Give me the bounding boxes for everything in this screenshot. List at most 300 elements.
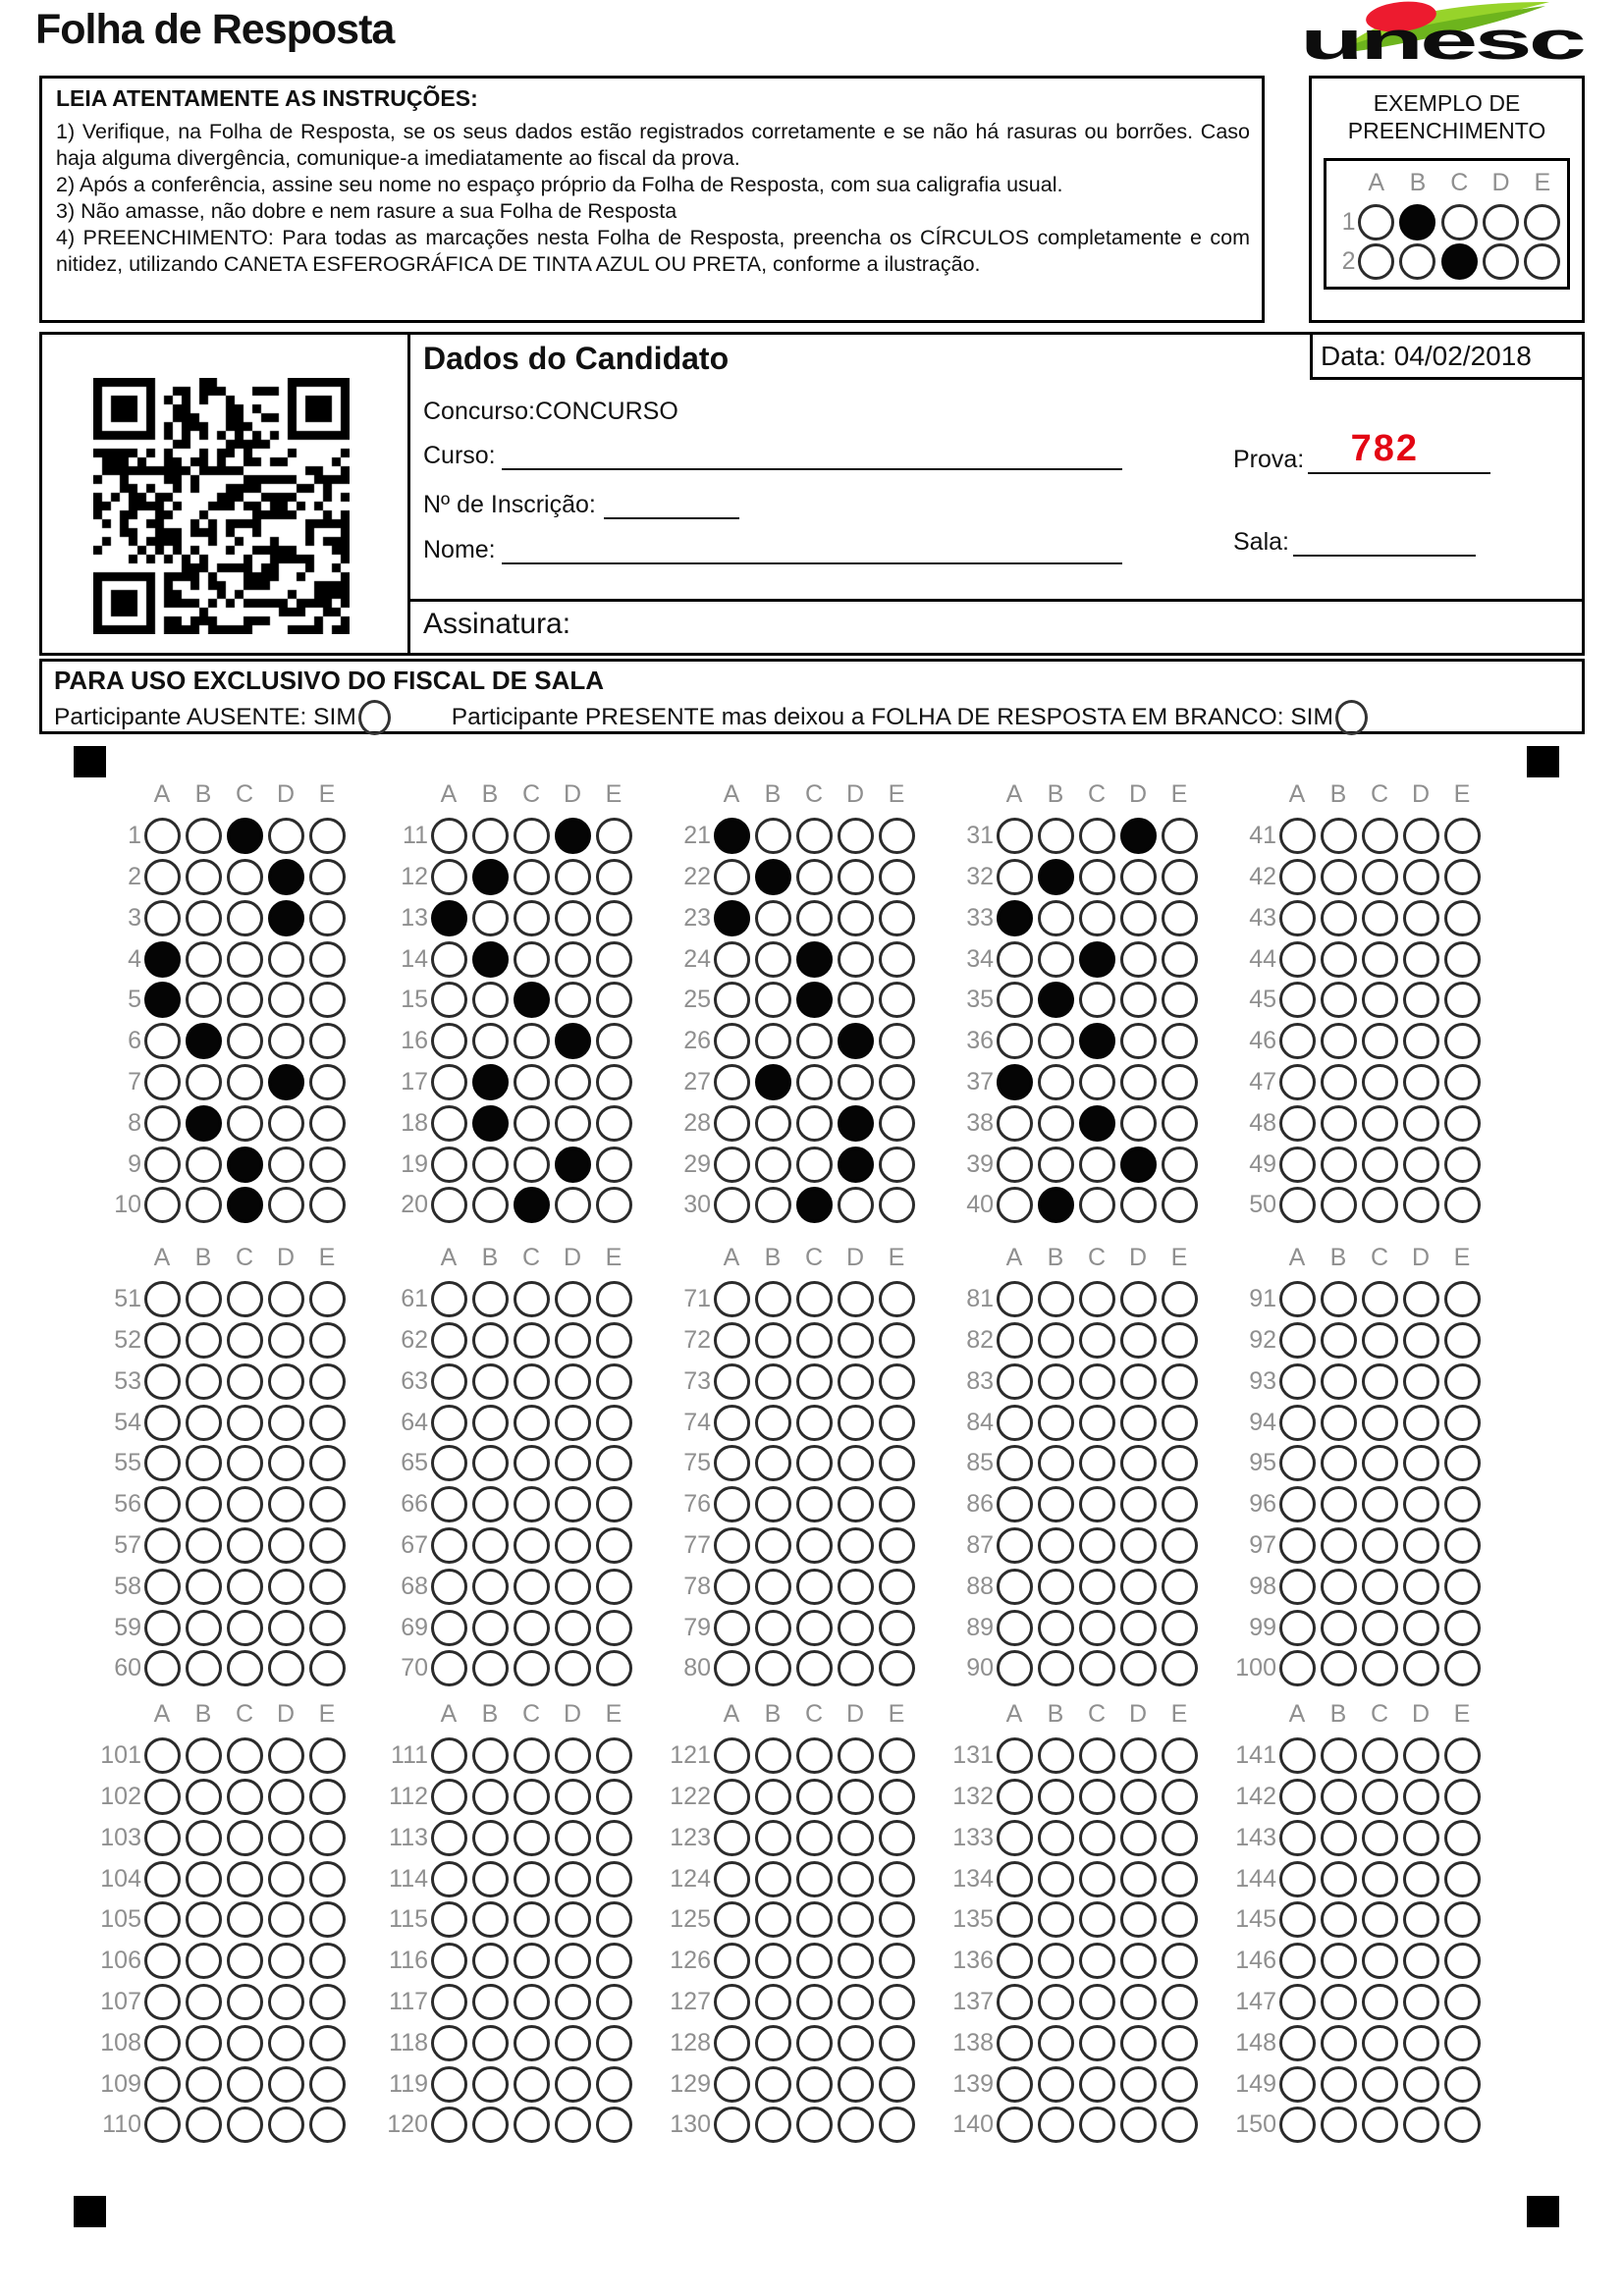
bubble-q18-C[interactable]	[514, 1105, 550, 1142]
bubble-q141-B[interactable]	[1321, 1737, 1357, 1774]
bubble-q63-A[interactable]	[431, 1363, 467, 1400]
bubble-q82-E[interactable]	[1162, 1322, 1198, 1359]
bubble-q51-E[interactable]	[309, 1281, 346, 1317]
bubble-q11-E[interactable]	[596, 818, 632, 854]
bubble-q138-C[interactable]	[1079, 2025, 1115, 2061]
bubble-q133-C[interactable]	[1079, 1820, 1115, 1856]
bubble-q91-E[interactable]	[1444, 1281, 1481, 1317]
bubble-q75-A[interactable]	[714, 1445, 750, 1481]
bubble-q122-A[interactable]	[714, 1779, 750, 1815]
bubble-q112-A[interactable]	[431, 1779, 467, 1815]
bubble-q46-B[interactable]	[1321, 1023, 1357, 1059]
bubble-q4-E[interactable]	[309, 941, 346, 978]
bubble-q78-B[interactable]	[755, 1569, 791, 1605]
bubble-q45-B[interactable]	[1321, 982, 1357, 1018]
bubble-q27-A[interactable]	[714, 1064, 750, 1100]
bubble-q105-C[interactable]	[227, 1901, 263, 1938]
bubble-q124-D[interactable]	[838, 1861, 874, 1897]
bubble-q62-E[interactable]	[596, 1322, 632, 1359]
bubble-q38-B[interactable]	[1038, 1105, 1074, 1142]
bubble-q80-B[interactable]	[755, 1650, 791, 1686]
bubble-q14-E[interactable]	[596, 941, 632, 978]
bubble-q32-B[interactable]	[1038, 859, 1074, 895]
bubble-q78-D[interactable]	[838, 1569, 874, 1605]
bubble-q68-A[interactable]	[431, 1569, 467, 1605]
bubble-q14-D[interactable]	[555, 941, 591, 978]
bubble-q32-D[interactable]	[1120, 859, 1157, 895]
bubble-q30-D[interactable]	[838, 1187, 874, 1223]
bubble-q87-B[interactable]	[1038, 1527, 1074, 1564]
bubble-q37-B[interactable]	[1038, 1064, 1074, 1100]
bubble-q140-D[interactable]	[1120, 2107, 1157, 2143]
bubble-q39-C[interactable]	[1079, 1147, 1115, 1183]
bubble-q59-B[interactable]	[186, 1610, 222, 1646]
bubble-q18-D[interactable]	[555, 1105, 591, 1142]
bubble-q146-C[interactable]	[1362, 1943, 1398, 1979]
bubble-q46-E[interactable]	[1444, 1023, 1481, 1059]
bubble-q125-C[interactable]	[796, 1901, 833, 1938]
bubble-q57-E[interactable]	[309, 1527, 346, 1564]
bubble-q18-E[interactable]	[596, 1105, 632, 1142]
bubble-q59-E[interactable]	[309, 1610, 346, 1646]
bubble-q104-C[interactable]	[227, 1861, 263, 1897]
bubble-q136-E[interactable]	[1162, 1943, 1198, 1979]
bubble-q125-B[interactable]	[755, 1901, 791, 1938]
bubble-q142-C[interactable]	[1362, 1779, 1398, 1815]
bubble-q70-D[interactable]	[555, 1650, 591, 1686]
bubble-q20-A[interactable]	[431, 1187, 467, 1223]
bubble-q141-D[interactable]	[1403, 1737, 1439, 1774]
bubble-q50-C[interactable]	[1362, 1187, 1398, 1223]
bubble-q37-A[interactable]	[997, 1064, 1033, 1100]
bubble-q127-A[interactable]	[714, 1984, 750, 2020]
bubble-q55-D[interactable]	[268, 1445, 304, 1481]
bubble-q71-E[interactable]	[879, 1281, 915, 1317]
bubble-q80-C[interactable]	[796, 1650, 833, 1686]
bubble-q53-A[interactable]	[144, 1363, 181, 1400]
bubble-q139-E[interactable]	[1162, 2066, 1198, 2103]
bubble-q129-E[interactable]	[879, 2066, 915, 2103]
bubble-q132-A[interactable]	[997, 1779, 1033, 1815]
bubble-q6-B[interactable]	[186, 1023, 222, 1059]
bubble-q11-B[interactable]	[472, 818, 509, 854]
bubble-q73-E[interactable]	[879, 1363, 915, 1400]
bubble-q31-C[interactable]	[1079, 818, 1115, 854]
bubble-q52-D[interactable]	[268, 1322, 304, 1359]
bubble-q64-E[interactable]	[596, 1405, 632, 1441]
bubble-q25-E[interactable]	[879, 982, 915, 1018]
bubble-q36-A[interactable]	[997, 1023, 1033, 1059]
bubble-q86-D[interactable]	[1120, 1486, 1157, 1522]
bubble-q134-B[interactable]	[1038, 1861, 1074, 1897]
bubble-q10-E[interactable]	[309, 1187, 346, 1223]
bubble-q138-D[interactable]	[1120, 2025, 1157, 2061]
bubble-q13-D[interactable]	[555, 900, 591, 936]
bubble-q76-E[interactable]	[879, 1486, 915, 1522]
bubble-q62-A[interactable]	[431, 1322, 467, 1359]
sala-input-line[interactable]	[1293, 527, 1476, 557]
bubble-q137-B[interactable]	[1038, 1984, 1074, 2020]
bubble-q136-B[interactable]	[1038, 1943, 1074, 1979]
bubble-q24-E[interactable]	[879, 941, 915, 978]
bubble-q36-E[interactable]	[1162, 1023, 1198, 1059]
bubble-q129-D[interactable]	[838, 2066, 874, 2103]
bubble-q89-E[interactable]	[1162, 1610, 1198, 1646]
bubble-q58-D[interactable]	[268, 1569, 304, 1605]
bubble-q75-B[interactable]	[755, 1445, 791, 1481]
bubble-q108-C[interactable]	[227, 2025, 263, 2061]
bubble-q56-D[interactable]	[268, 1486, 304, 1522]
bubble-q33-E[interactable]	[1162, 900, 1198, 936]
bubble-q114-E[interactable]	[596, 1861, 632, 1897]
bubble-q126-C[interactable]	[796, 1943, 833, 1979]
bubble-q106-E[interactable]	[309, 1943, 346, 1979]
bubble-q48-C[interactable]	[1362, 1105, 1398, 1142]
bubble-q110-C[interactable]	[227, 2107, 263, 2143]
bubble-q57-C[interactable]	[227, 1527, 263, 1564]
bubble-q54-B[interactable]	[186, 1405, 222, 1441]
bubble-q4-D[interactable]	[268, 941, 304, 978]
bubble-q14-B[interactable]	[472, 941, 509, 978]
bubble-q111-A[interactable]	[431, 1737, 467, 1774]
bubble-q22-A[interactable]	[714, 859, 750, 895]
bubble-q20-B[interactable]	[472, 1187, 509, 1223]
bubble-q106-C[interactable]	[227, 1943, 263, 1979]
bubble-q35-B[interactable]	[1038, 982, 1074, 1018]
bubble-q139-B[interactable]	[1038, 2066, 1074, 2103]
inscricao-input-line[interactable]	[604, 490, 739, 519]
bubble-q64-C[interactable]	[514, 1405, 550, 1441]
bubble-q29-B[interactable]	[755, 1147, 791, 1183]
bubble-q117-E[interactable]	[596, 1984, 632, 2020]
bubble-q142-E[interactable]	[1444, 1779, 1481, 1815]
bubble-q89-C[interactable]	[1079, 1610, 1115, 1646]
bubble-q38-E[interactable]	[1162, 1105, 1198, 1142]
bubble-q15-C[interactable]	[514, 982, 550, 1018]
bubble-q27-B[interactable]	[755, 1064, 791, 1100]
bubble-q50-D[interactable]	[1403, 1187, 1439, 1223]
bubble-q1-C[interactable]	[227, 818, 263, 854]
bubble-q14-A[interactable]	[431, 941, 467, 978]
bubble-q23-C[interactable]	[796, 900, 833, 936]
bubble-q14-C[interactable]	[514, 941, 550, 978]
bubble-q126-B[interactable]	[755, 1943, 791, 1979]
bubble-q97-A[interactable]	[1279, 1527, 1316, 1564]
bubble-q150-A[interactable]	[1279, 2107, 1316, 2143]
bubble-q98-B[interactable]	[1321, 1569, 1357, 1605]
bubble-q63-C[interactable]	[514, 1363, 550, 1400]
bubble-q76-A[interactable]	[714, 1486, 750, 1522]
bubble-q96-D[interactable]	[1403, 1486, 1439, 1522]
bubble-q147-E[interactable]	[1444, 1984, 1481, 2020]
bubble-q120-B[interactable]	[472, 2107, 509, 2143]
bubble-q56-B[interactable]	[186, 1486, 222, 1522]
bubble-q89-B[interactable]	[1038, 1610, 1074, 1646]
bubble-q77-C[interactable]	[796, 1527, 833, 1564]
bubble-q27-E[interactable]	[879, 1064, 915, 1100]
bubble-q84-D[interactable]	[1120, 1405, 1157, 1441]
bubble-q41-E[interactable]	[1444, 818, 1481, 854]
bubble-q51-D[interactable]	[268, 1281, 304, 1317]
bubble-q118-C[interactable]	[514, 2025, 550, 2061]
bubble-q72-C[interactable]	[796, 1322, 833, 1359]
bubble-q6-A[interactable]	[144, 1023, 181, 1059]
bubble-q126-E[interactable]	[879, 1943, 915, 1979]
bubble-q5-B[interactable]	[186, 982, 222, 1018]
bubble-q79-B[interactable]	[755, 1610, 791, 1646]
bubble-q6-E[interactable]	[309, 1023, 346, 1059]
bubble-q66-E[interactable]	[596, 1486, 632, 1522]
bubble-q101-E[interactable]	[309, 1737, 346, 1774]
bubble-q135-B[interactable]	[1038, 1901, 1074, 1938]
bubble-q62-D[interactable]	[555, 1322, 591, 1359]
bubble-q49-A[interactable]	[1279, 1147, 1316, 1183]
bubble-q140-B[interactable]	[1038, 2107, 1074, 2143]
bubble-q65-B[interactable]	[472, 1445, 509, 1481]
bubble-q127-D[interactable]	[838, 1984, 874, 2020]
bubble-q102-B[interactable]	[186, 1779, 222, 1815]
bubble-q52-A[interactable]	[144, 1322, 181, 1359]
bubble-q37-C[interactable]	[1079, 1064, 1115, 1100]
bubble-q28-B[interactable]	[755, 1105, 791, 1142]
bubble-q29-D[interactable]	[838, 1147, 874, 1183]
bubble-q128-E[interactable]	[879, 2025, 915, 2061]
bubble-q142-A[interactable]	[1279, 1779, 1316, 1815]
bubble-q43-A[interactable]	[1279, 900, 1316, 936]
bubble-q90-B[interactable]	[1038, 1650, 1074, 1686]
bubble-q37-E[interactable]	[1162, 1064, 1198, 1100]
bubble-q52-C[interactable]	[227, 1322, 263, 1359]
bubble-q141-A[interactable]	[1279, 1737, 1316, 1774]
bubble-q69-D[interactable]	[555, 1610, 591, 1646]
bubble-q99-A[interactable]	[1279, 1610, 1316, 1646]
bubble-q33-D[interactable]	[1120, 900, 1157, 936]
bubble-q93-E[interactable]	[1444, 1363, 1481, 1400]
bubble-q43-B[interactable]	[1321, 900, 1357, 936]
bubble-q107-D[interactable]	[268, 1984, 304, 2020]
bubble-q91-B[interactable]	[1321, 1281, 1357, 1317]
bubble-q113-E[interactable]	[596, 1820, 632, 1856]
bubble-q85-C[interactable]	[1079, 1445, 1115, 1481]
bubble-q69-A[interactable]	[431, 1610, 467, 1646]
bubble-q66-D[interactable]	[555, 1486, 591, 1522]
bubble-q74-C[interactable]	[796, 1405, 833, 1441]
bubble-q131-C[interactable]	[1079, 1737, 1115, 1774]
bubble-q25-C[interactable]	[796, 982, 833, 1018]
bubble-q143-C[interactable]	[1362, 1820, 1398, 1856]
bubble-q85-D[interactable]	[1120, 1445, 1157, 1481]
bubble-q150-B[interactable]	[1321, 2107, 1357, 2143]
bubble-q43-C[interactable]	[1362, 900, 1398, 936]
bubble-q134-C[interactable]	[1079, 1861, 1115, 1897]
bubble-q65-A[interactable]	[431, 1445, 467, 1481]
bubble-q61-E[interactable]	[596, 1281, 632, 1317]
bubble-q35-A[interactable]	[997, 982, 1033, 1018]
bubble-q17-E[interactable]	[596, 1064, 632, 1100]
bubble-q30-E[interactable]	[879, 1187, 915, 1223]
bubble-q101-B[interactable]	[186, 1737, 222, 1774]
bubble-q69-C[interactable]	[514, 1610, 550, 1646]
bubble-q93-B[interactable]	[1321, 1363, 1357, 1400]
bubble-q39-D[interactable]	[1120, 1147, 1157, 1183]
bubble-q83-C[interactable]	[1079, 1363, 1115, 1400]
bubble-q12-C[interactable]	[514, 859, 550, 895]
bubble-q118-A[interactable]	[431, 2025, 467, 2061]
bubble-q77-E[interactable]	[879, 1527, 915, 1564]
bubble-q20-C[interactable]	[514, 1187, 550, 1223]
bubble-q129-A[interactable]	[714, 2066, 750, 2103]
bubble-q49-D[interactable]	[1403, 1147, 1439, 1183]
bubble-q40-E[interactable]	[1162, 1187, 1198, 1223]
bubble-q80-A[interactable]	[714, 1650, 750, 1686]
bubble-q8-C[interactable]	[227, 1105, 263, 1142]
bubble-q91-A[interactable]	[1279, 1281, 1316, 1317]
bubble-q122-B[interactable]	[755, 1779, 791, 1815]
bubble-q82-C[interactable]	[1079, 1322, 1115, 1359]
bubble-q142-B[interactable]	[1321, 1779, 1357, 1815]
bubble-q119-A[interactable]	[431, 2066, 467, 2103]
bubble-q72-A[interactable]	[714, 1322, 750, 1359]
bubble-q2-A[interactable]	[144, 859, 181, 895]
bubble-q25-A[interactable]	[714, 982, 750, 1018]
bubble-q132-B[interactable]	[1038, 1779, 1074, 1815]
bubble-q60-D[interactable]	[268, 1650, 304, 1686]
bubble-q85-B[interactable]	[1038, 1445, 1074, 1481]
bubble-q34-E[interactable]	[1162, 941, 1198, 978]
bubble-q81-D[interactable]	[1120, 1281, 1157, 1317]
bubble-q17-A[interactable]	[431, 1064, 467, 1100]
bubble-q108-B[interactable]	[186, 2025, 222, 2061]
bubble-q59-C[interactable]	[227, 1610, 263, 1646]
bubble-q143-A[interactable]	[1279, 1820, 1316, 1856]
bubble-q75-E[interactable]	[879, 1445, 915, 1481]
bubble-q67-E[interactable]	[596, 1527, 632, 1564]
bubble-q32-E[interactable]	[1162, 859, 1198, 895]
bubble-q107-C[interactable]	[227, 1984, 263, 2020]
bubble-q92-A[interactable]	[1279, 1322, 1316, 1359]
bubble-q91-C[interactable]	[1362, 1281, 1398, 1317]
bubble-q86-B[interactable]	[1038, 1486, 1074, 1522]
bubble-q120-D[interactable]	[555, 2107, 591, 2143]
bubble-q11-A[interactable]	[431, 818, 467, 854]
bubble-q44-D[interactable]	[1403, 941, 1439, 978]
bubble-q75-C[interactable]	[796, 1445, 833, 1481]
bubble-q144-A[interactable]	[1279, 1861, 1316, 1897]
bubble-q115-C[interactable]	[514, 1901, 550, 1938]
bubble-q150-D[interactable]	[1403, 2107, 1439, 2143]
bubble-q3-A[interactable]	[144, 900, 181, 936]
bubble-q74-E[interactable]	[879, 1405, 915, 1441]
bubble-q56-C[interactable]	[227, 1486, 263, 1522]
bubble-q41-D[interactable]	[1403, 818, 1439, 854]
bubble-q56-A[interactable]	[144, 1486, 181, 1522]
bubble-q65-C[interactable]	[514, 1445, 550, 1481]
bubble-q29-A[interactable]	[714, 1147, 750, 1183]
bubble-q101-A[interactable]	[144, 1737, 181, 1774]
bubble-q115-B[interactable]	[472, 1901, 509, 1938]
bubble-q94-C[interactable]	[1362, 1405, 1398, 1441]
bubble-q57-B[interactable]	[186, 1527, 222, 1564]
bubble-q20-E[interactable]	[596, 1187, 632, 1223]
bubble-q115-A[interactable]	[431, 1901, 467, 1938]
bubble-q128-D[interactable]	[838, 2025, 874, 2061]
bubble-q5-C[interactable]	[227, 982, 263, 1018]
bubble-q111-D[interactable]	[555, 1737, 591, 1774]
bubble-q71-D[interactable]	[838, 1281, 874, 1317]
bubble-q95-E[interactable]	[1444, 1445, 1481, 1481]
bubble-q79-D[interactable]	[838, 1610, 874, 1646]
bubble-q60-E[interactable]	[309, 1650, 346, 1686]
bubble-q108-D[interactable]	[268, 2025, 304, 2061]
bubble-q137-D[interactable]	[1120, 1984, 1157, 2020]
bubble-q135-A[interactable]	[997, 1901, 1033, 1938]
bubble-q44-E[interactable]	[1444, 941, 1481, 978]
bubble-q68-E[interactable]	[596, 1569, 632, 1605]
bubble-q122-D[interactable]	[838, 1779, 874, 1815]
bubble-q119-D[interactable]	[555, 2066, 591, 2103]
bubble-q142-D[interactable]	[1403, 1779, 1439, 1815]
bubble-q141-C[interactable]	[1362, 1737, 1398, 1774]
bubble-q133-B[interactable]	[1038, 1820, 1074, 1856]
bubble-q34-B[interactable]	[1038, 941, 1074, 978]
bubble-q130-B[interactable]	[755, 2107, 791, 2143]
bubble-q76-C[interactable]	[796, 1486, 833, 1522]
bubble-q107-E[interactable]	[309, 1984, 346, 2020]
bubble-q58-A[interactable]	[144, 1569, 181, 1605]
bubble-q114-A[interactable]	[431, 1861, 467, 1897]
bubble-q90-D[interactable]	[1120, 1650, 1157, 1686]
bubble-q99-B[interactable]	[1321, 1610, 1357, 1646]
bubble-q93-C[interactable]	[1362, 1363, 1398, 1400]
bubble-q99-C[interactable]	[1362, 1610, 1398, 1646]
bubble-q5-D[interactable]	[268, 982, 304, 1018]
bubble-q77-A[interactable]	[714, 1527, 750, 1564]
bubble-q40-C[interactable]	[1079, 1187, 1115, 1223]
bubble-q27-D[interactable]	[838, 1064, 874, 1100]
bubble-q102-E[interactable]	[309, 1779, 346, 1815]
bubble-q1-B[interactable]	[186, 818, 222, 854]
bubble-q99-D[interactable]	[1403, 1610, 1439, 1646]
bubble-q131-A[interactable]	[997, 1737, 1033, 1774]
bubble-q117-C[interactable]	[514, 1984, 550, 2020]
curso-input-line[interactable]	[502, 441, 1122, 470]
bubble-q19-A[interactable]	[431, 1147, 467, 1183]
bubble-q128-B[interactable]	[755, 2025, 791, 2061]
bubble-q70-C[interactable]	[514, 1650, 550, 1686]
bubble-q39-B[interactable]	[1038, 1147, 1074, 1183]
bubble-q140-A[interactable]	[997, 2107, 1033, 2143]
bubble-q72-E[interactable]	[879, 1322, 915, 1359]
bubble-q20-D[interactable]	[555, 1187, 591, 1223]
bubble-q21-B[interactable]	[755, 818, 791, 854]
bubble-q127-C[interactable]	[796, 1984, 833, 2020]
bubble-q118-E[interactable]	[596, 2025, 632, 2061]
bubble-q46-A[interactable]	[1279, 1023, 1316, 1059]
bubble-q19-B[interactable]	[472, 1147, 509, 1183]
bubble-q28-E[interactable]	[879, 1105, 915, 1142]
bubble-q150-E[interactable]	[1444, 2107, 1481, 2143]
bubble-q98-E[interactable]	[1444, 1569, 1481, 1605]
bubble-q9-A[interactable]	[144, 1147, 181, 1183]
bubble-q40-B[interactable]	[1038, 1187, 1074, 1223]
bubble-q15-E[interactable]	[596, 982, 632, 1018]
bubble-q103-B[interactable]	[186, 1820, 222, 1856]
bubble-q17-C[interactable]	[514, 1064, 550, 1100]
bubble-q110-D[interactable]	[268, 2107, 304, 2143]
bubble-q147-C[interactable]	[1362, 1984, 1398, 2020]
bubble-q19-C[interactable]	[514, 1147, 550, 1183]
bubble-q47-D[interactable]	[1403, 1064, 1439, 1100]
